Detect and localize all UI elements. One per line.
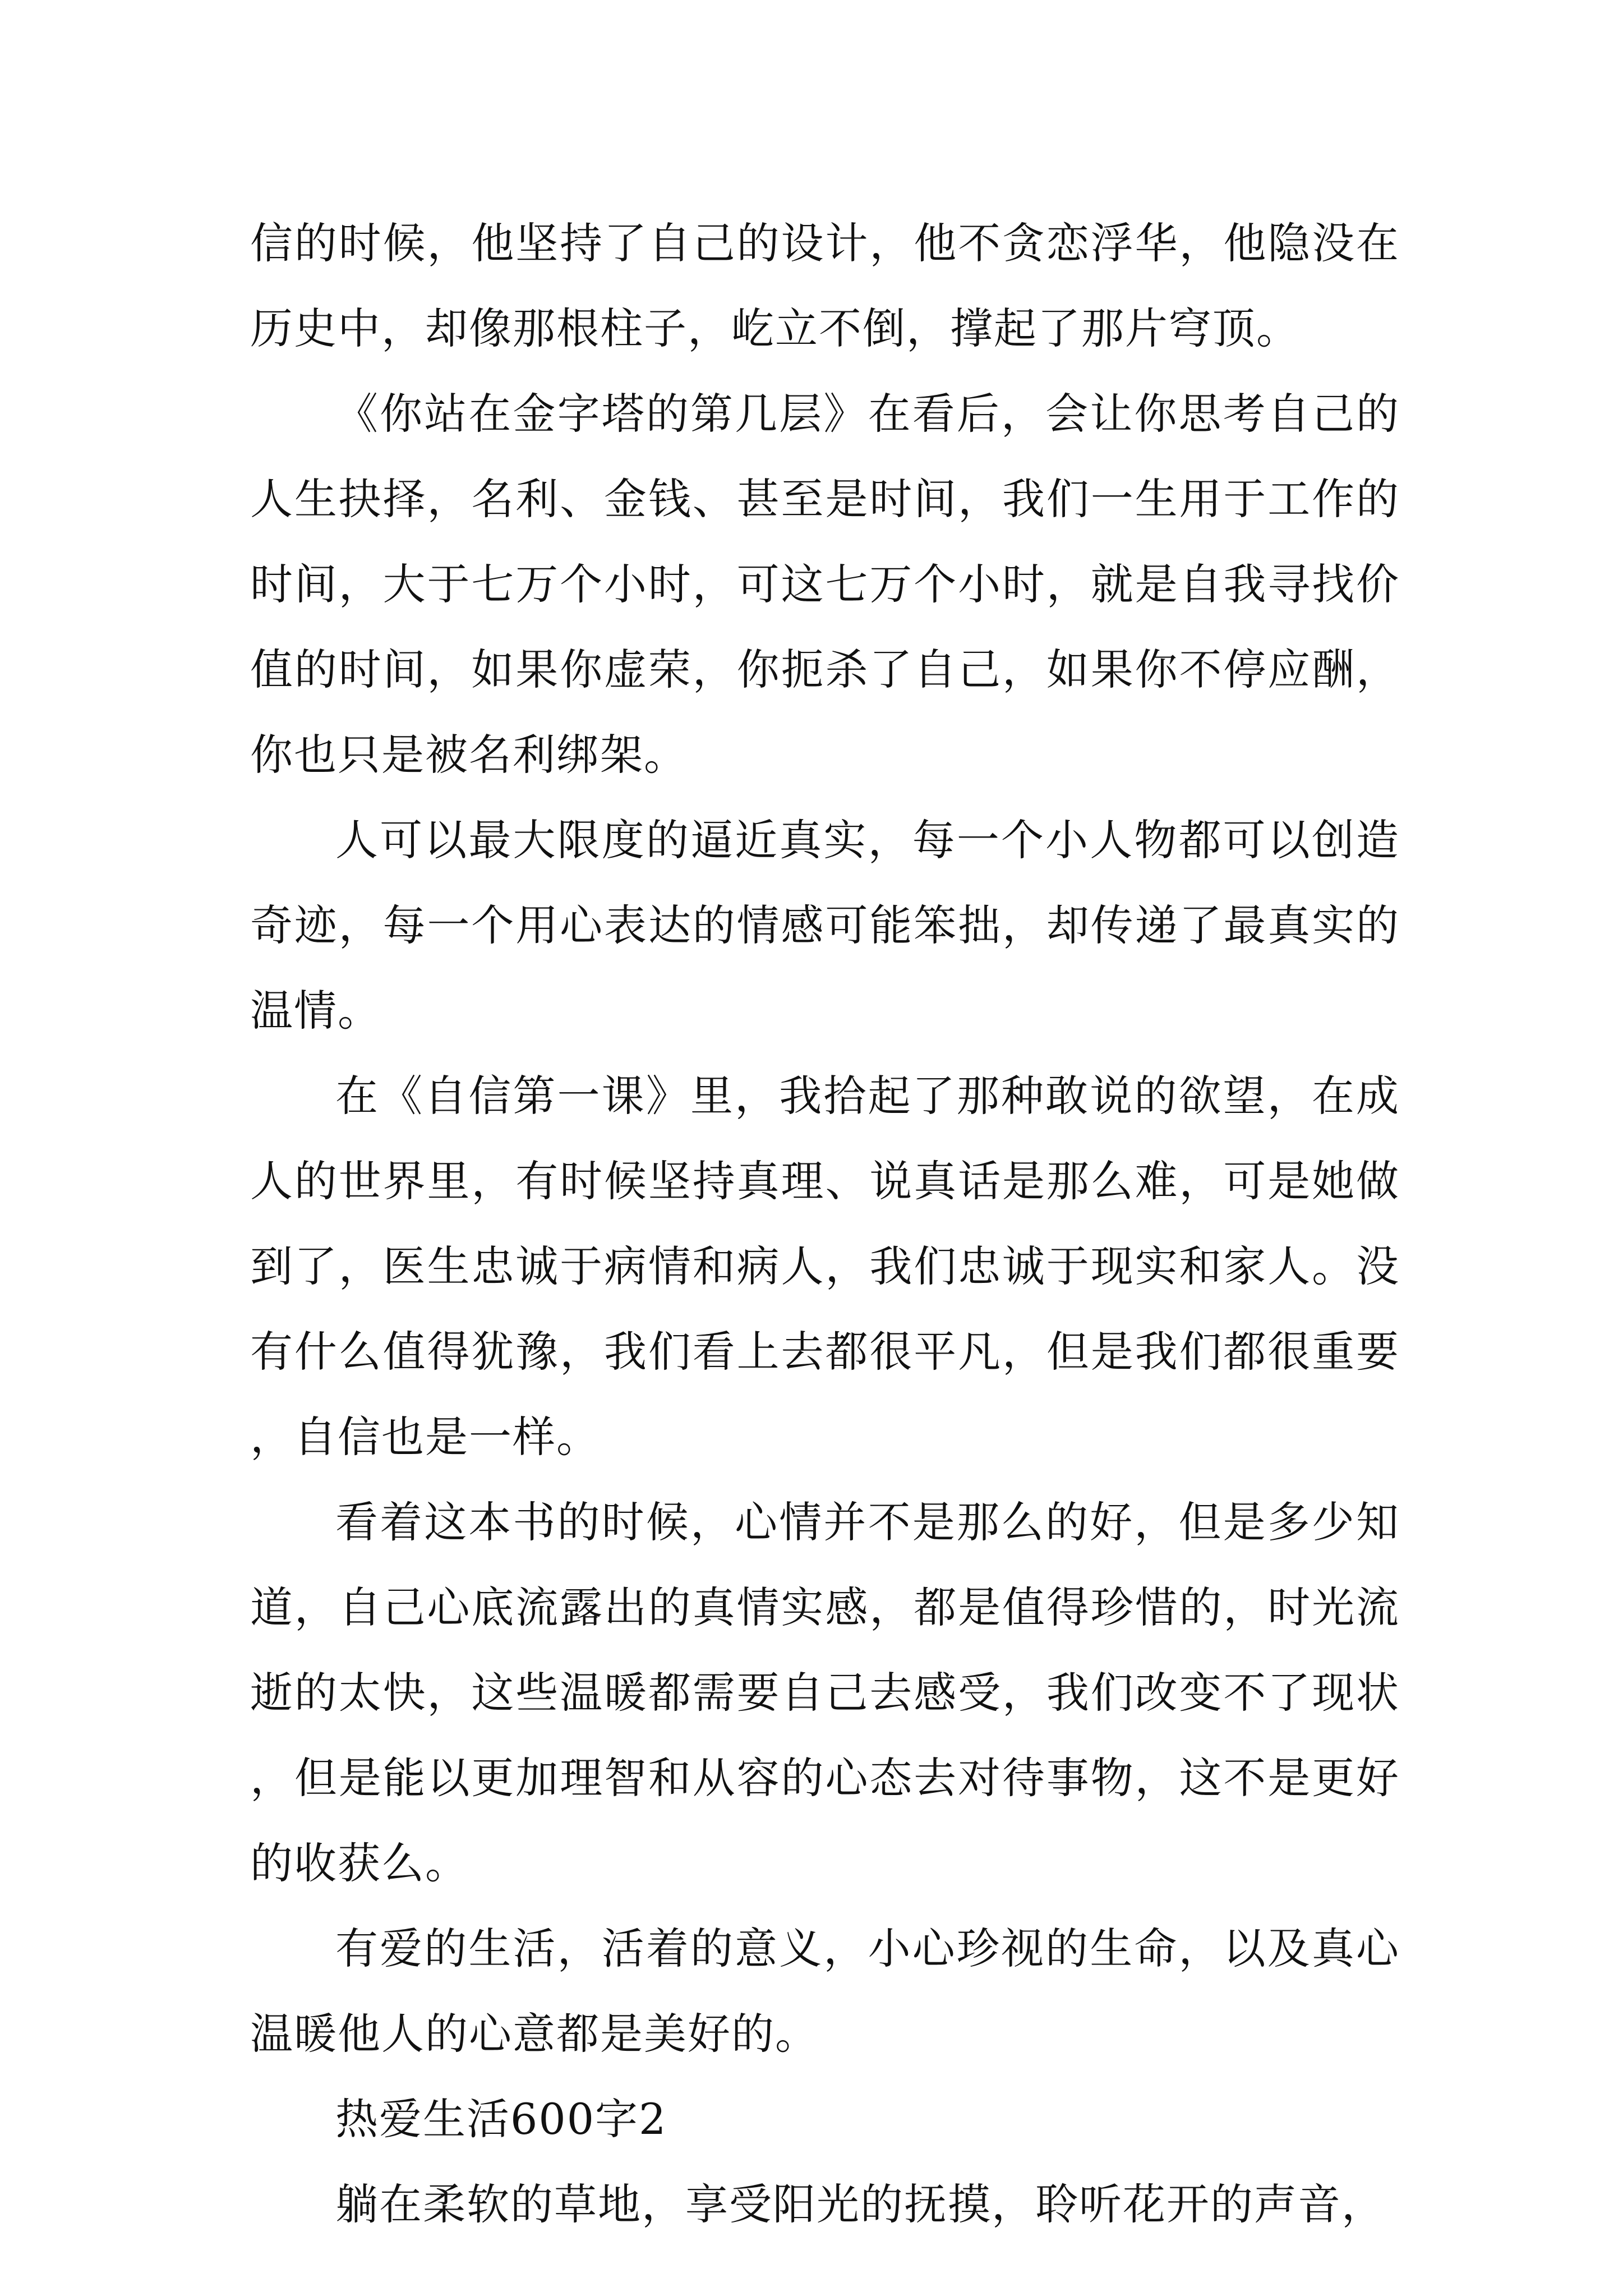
paragraph-loving-life: 有爱的生活，活着的意义，小心珍视的生命，以及真心温暖他人的心意都是美好的。 <box>250 1924 1400 2059</box>
paragraph-confidence-lesson: 在《自信第一课》里，我拾起了那种敢说的欲望，在成人的世界里，有时候坚持真理、说真话是那么难，可是她做到了，医生忠诚于病情和病人，我们忠诚于现实和家人。没有什么值得犹豫，我们看上去都很平凡，但是我们都很重要，自信也是一样。 <box>250 1071 1400 1462</box>
document-body <box>250 201 1400 2247</box>
paragraph-lawn: 躺在柔软的草地，享受阳光的抚摸，聆听花开的声音， <box>335 2179 1385 2229</box>
paragraph-reading-feelings: 看着这本书的时候，心情并不是那么的好，但是多少知道，自己心底流露出的真情实感，都是值得珍惜的，时光流逝的太快，这些温暖都需要自己去感受，我们改变不了现状，但是能以更加理智和从容的心态去对待事物，这不是更好的收获么。 <box>250 1497 1400 1888</box>
paragraph-continued: 信的时候，他坚持了自己的设计，他不贪恋浮华，他隐没在历史中，却像那根柱子，屹立不倒，撑起了那片穹顶。 <box>250 218 1400 353</box>
paragraph-reality: 人可以最大限度的逼近真实，每一个小人物都可以创造奇迹，每一个用心表达的情感可能笨拙，却传递了最真实的温情。 <box>250 815 1400 1036</box>
section-heading: 热爱生活600字2 <box>335 2094 667 2144</box>
paragraph-pyramid-book: 《你站在金字塔的第几层》在看后，会让你思考自己的人生抉择，名利、金钱、甚至是时间，我们一生用于工作的时间，大于七万个小时，可这七万个小时，就是自我寻找价值的时间，如果你虚荣，你扼杀了自己，如果你不停应酬，你也只是被名利绑架。 <box>250 389 1400 780</box>
